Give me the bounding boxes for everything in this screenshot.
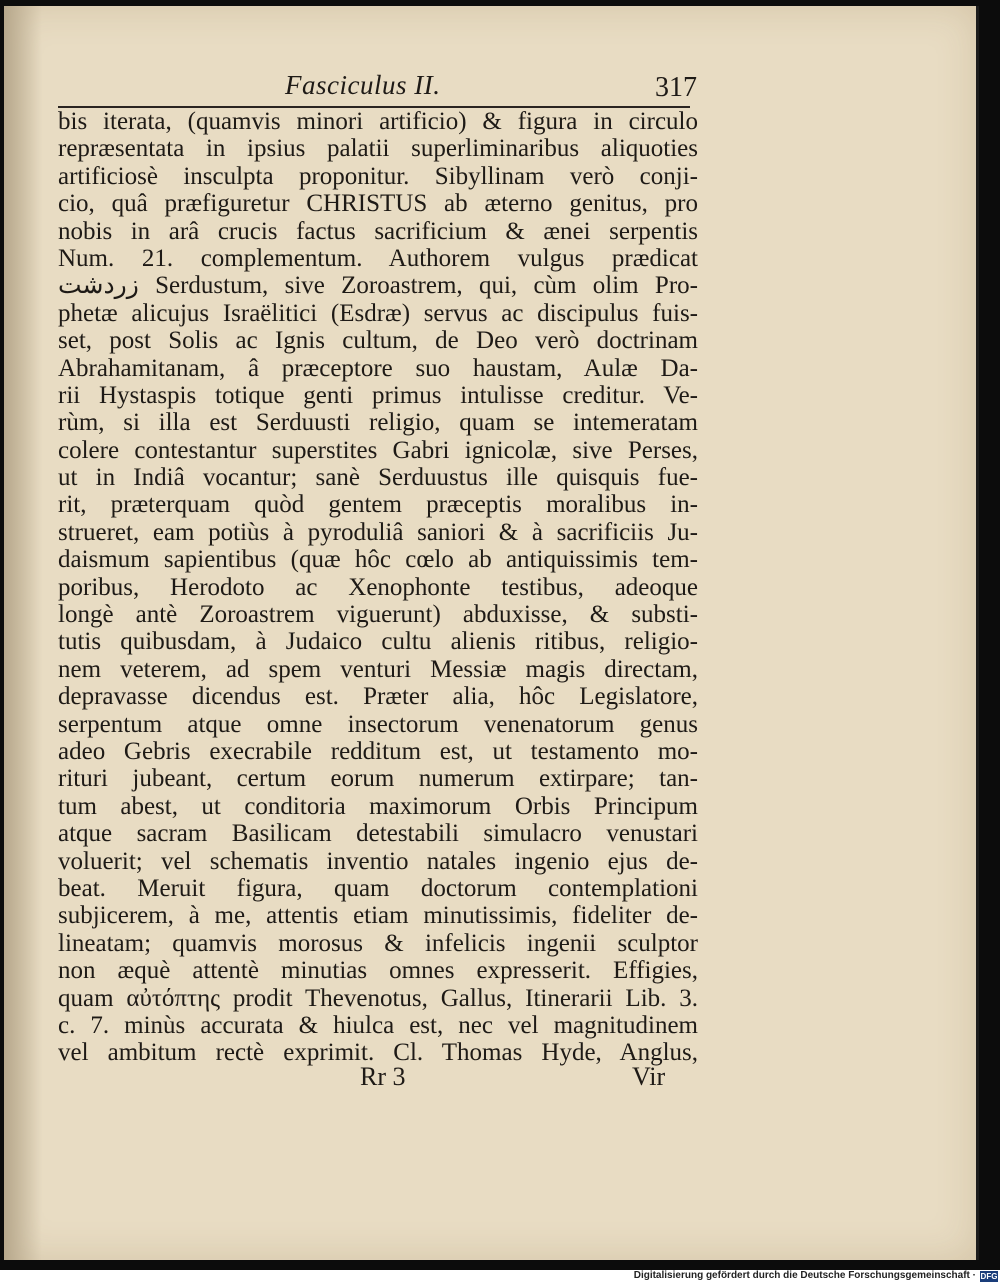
text-line: artificiosè insculpta proponitur. Sibyllinam verò conji- [58, 162, 698, 190]
text-line: daismum sapientibus (quæ hôc cœlo ab antiquissimis tem- [58, 546, 698, 574]
running-header-title: Fasciculus II. [285, 70, 441, 100]
text-line: rit, præterquam quòd gentem præceptis moralibus in- [58, 491, 698, 519]
footer-bar [0, 1270, 1000, 1285]
text-line: lineatam; quamvis morosus & infelicis ingenii sculptor [58, 929, 698, 957]
text-line: longè antè Zoroastrem viguerunt) abduxisse, & substi- [58, 601, 698, 629]
text-line: non æquè attentè minutias omnes expresserit. Effigies, [58, 957, 698, 985]
text-line: زردشت Serdustum, sive Zoroastrem, qui, cùm olim Pro- [58, 272, 698, 300]
text-line: tum abest, ut conditoria maximorum Orbis Principum [58, 792, 698, 820]
text-line: adeo Gebris execrabile redditum est, ut testamento mo- [58, 737, 698, 765]
text-line: quam αὐτόπτης prodit Thevenotus, Gallus, Itinerarii Lib. 3. [58, 984, 698, 1012]
text-line: ut in Indiâ vocantur; sanè Serduustus ille quisquis fue- [58, 464, 698, 492]
text-line: atque sacram Basilicam detestabili simulacro venustari [58, 820, 698, 848]
text-line: nobis in arâ crucis factus sacrificium & ænei serpentis [58, 217, 698, 245]
text-line: c. 7. minùs accurata & hiulca est, nec vel magnitudinem [58, 1011, 698, 1039]
page-number: 317 [655, 72, 697, 103]
text-line: nem veterem, ad spem venturi Messiæ magis directam, [58, 655, 698, 683]
text-line: bis iterata, (quamvis minori artificio) & figura in circulo [58, 108, 698, 135]
text-line: set, post Solis ac Ignis cultum, de Deo verò doctrinam [58, 327, 698, 355]
text-line: beat. Meruit figura, quam doctorum contemplationi [58, 874, 698, 902]
text-line: strueret, eam potiùs à pyroduliâ saniori & à sacrificiis Ju- [58, 518, 698, 546]
text-line: subjicerem, à me, attentis etiam minutissimis, fideliter de- [58, 902, 698, 930]
text-line: poribus, Herodoto ac Xenophonte testibus, adeoque [58, 573, 698, 601]
catchword: Vir [632, 1062, 666, 1091]
text-line: repræsentata in ipsius palatii superliminaribus aliquoties [58, 135, 698, 163]
text-line: rituri jubeant, certum eorum numerum extirpare; tan- [58, 765, 698, 793]
text-line: phetæ alicujus Israëlitici (Esdræ) servus ac discipulus fuis- [58, 299, 698, 327]
text-line: tutis quibusdam, à Judaico cultu alienis ritibus, religio- [58, 628, 698, 656]
text-line: serpentum atque omne insectorum venenatorum genus [58, 710, 698, 738]
dfg-logo-icon: DFG [980, 1272, 998, 1281]
text-line: voluerit; vel schematis inventio natales ingenio ejus de- [58, 847, 698, 875]
signature-mark: Rr 3 [360, 1062, 406, 1091]
text-line: depravasse dicendus est. Præter alia, hôc Legislatore, [58, 683, 698, 711]
text-line: cio, quâ præfiguretur CHRISTUS ab æterno genitus, pro [58, 190, 698, 218]
body-text [58, 108, 698, 1067]
text-line: rii Hystaspis totique genti primus intulisse creditur. Ve- [58, 381, 698, 409]
text-line: vel ambitum rectè exprimit. Cl. Thomas Hyde, Anglus, [58, 1039, 698, 1067]
text-line: Num. 21. complementum. Authorem vulgus prædicat [58, 244, 698, 272]
text-line: colere contestantur superstites Gabri ignicolæ, sive Perses, [58, 436, 698, 464]
page-gutter-shadow [4, 6, 42, 1260]
text-line: Abrahamitanam, â præceptore suo haustam, Aulæ Da- [58, 354, 698, 382]
text-line: rùm, si illa est Serduusti religio, quam se intemeratam [58, 409, 698, 437]
funding-notice: Digitalisierung gefördert durch die Deutsche Forschungsgemeinschaft · [633, 1270, 976, 1281]
